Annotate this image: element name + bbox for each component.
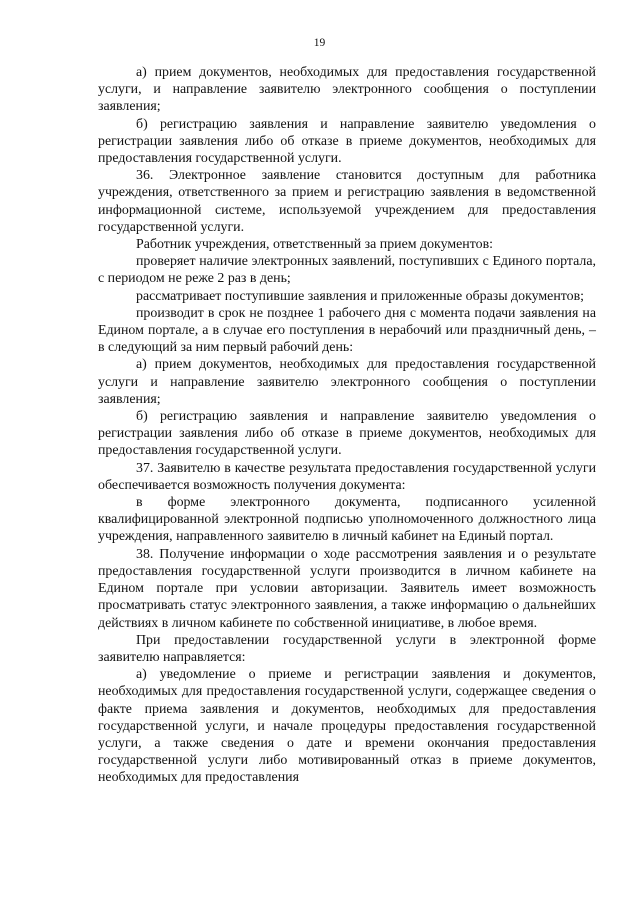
paragraph-checks: проверяет наличие электронных заявлений, поступивших с Единого портала, с периодом не реже 2 раз в день; bbox=[98, 254, 596, 287]
page-number: 19 bbox=[313, 37, 326, 49]
paragraph-36: 36. Электронное заявление становится доступным для работника учреждения, ответственного за прием и регистрацию заявления в ведомственной информационной системе, используемой учреждением для предоставления государственной услуги. bbox=[98, 168, 596, 235]
paragraph-electronic-form: При предоставлении государственной услуги в электронной форме заявителю направляется: bbox=[98, 632, 596, 665]
paragraph-item-a: а) прием документов, необходимых для предоставления государственной услуги, и направление заявителю электронного сообщения о поступлении заявления; bbox=[98, 65, 596, 115]
paragraph-38: 38. Получение информации о ходе рассмотрения заявления и о результате предоставления государственной услуги производится в личном кабинете на Едином портале при условии авторизации. Заявитель имеет возможность просматривать статус электронного заявления, а также информацию о дальнейших действиях в личном кабинете по собственной инициативе, в любое время. bbox=[98, 546, 596, 631]
paragraph-item-b-2: б) регистрацию заявления и направление заявителю уведомления о регистрации заявления либо об отказе в приеме документов, необходимых для предоставления государственной услуги. bbox=[98, 409, 596, 459]
paragraph-performs: производит в срок не позднее 1 рабочего дня с момента подачи заявления на Едином портале, а в случае его поступления в нерабочий или праздничный день, – в следующий за ним первый рабочий день: bbox=[98, 305, 596, 356]
paragraph-item-b: б) регистрацию заявления и направление заявителю уведомления о регистрации заявления либо об отказе в приеме документов, необходимых для предоставления государственной услуги. bbox=[98, 116, 596, 167]
paragraph-item-a-2: а) прием документов, необходимых для предоставления государственной услуги и направление заявителю электронного сообщения о поступлении заявления; bbox=[98, 357, 596, 407]
paragraph-37: 37. Заявителю в качестве результата предоставления государственной услуги обеспечивается возможность получения документа: bbox=[98, 460, 596, 493]
document-body bbox=[98, 64, 596, 787]
paragraph-reviews: рассматривает поступившие заявления и приложенные образы документов; bbox=[136, 288, 585, 304]
paragraph-electronic-document: в форме электронного документа, подписанного усиленной квалифицированной электронной подписью уполномоченного должностного лица учреждения, направленного заявителю в личный кабинет на Единый портал. bbox=[98, 495, 596, 545]
paragraph-notification: а) уведомление о приеме и регистрации заявления и документов, необходимых для предоставления государственной услуги, содержащее сведения о факте приема заявления и документов, необходимых для предоставления государственной услуги, и начале процедуры предоставления государственной услуги, а также сведения о дате и времени окончания предоставления государственной услуги либо мотивированный отказ в приеме документов, необходимых для предоставления bbox=[98, 667, 596, 786]
paragraph-worker-intro: Работник учреждения, ответственный за прием документов: bbox=[136, 237, 493, 253]
